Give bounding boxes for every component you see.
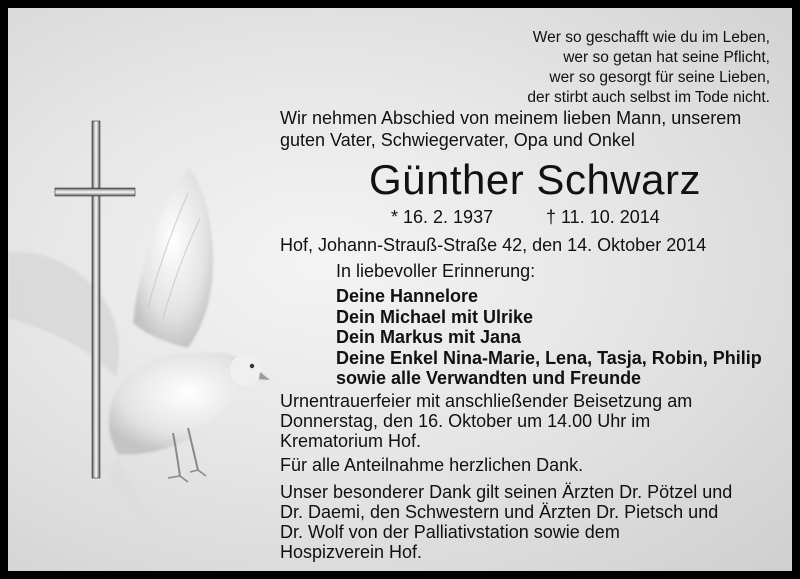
- mourner-line: sowie alle Verwandten und Freunde: [336, 368, 642, 388]
- poem-line: der stirbt auch selbst im Tode nicht.: [527, 89, 770, 106]
- mourners-list: [336, 286, 762, 389]
- intro-line: Wir nehmen Abschied von meinem lieben Mann, unserem: [280, 108, 742, 128]
- mourner-line: Deine Hannelore: [336, 286, 479, 306]
- death-date: † 11. 10. 2014: [546, 207, 660, 227]
- special-thanks: [280, 482, 732, 562]
- special-thanks-line: Dr. Daemi, den Schwestern und Ärzten Dr. Pietsch und: [280, 502, 719, 522]
- cross-icon: [8, 8, 288, 568]
- poem-line: wer so gesorgt für seine Lieben,: [549, 69, 770, 86]
- memorial-poem: [470, 28, 770, 108]
- mourner-line: Deine Enkel Nina-Marie, Lena, Tasja, Robin, Philip: [336, 347, 762, 368]
- farewell-intro: [280, 107, 741, 151]
- deceased-name: Günther Schwarz: [369, 156, 701, 203]
- obituary-card: [5, 5, 795, 574]
- thanks-note: Für alle Anteilnahme herzlichen Dank.: [280, 455, 584, 475]
- mourner-line: Dein Michael mit Ulrike: [336, 306, 534, 327]
- intro-line: guten Vater, Schwiegervater, Opa und Onkel: [280, 130, 635, 150]
- funeral-info: [280, 391, 692, 451]
- funeral-line: Urnentrauerfeier mit anschließender Beisetzung am: [280, 391, 693, 411]
- special-thanks-line: Dr. Wolf von der Palliativstation sowie dem: [280, 522, 620, 542]
- funeral-line: Donnerstag, den 16. Oktober um 14.00 Uhr im: [280, 411, 651, 431]
- poem-line: Wer so geschafft wie du im Leben,: [532, 29, 770, 46]
- funeral-line: Krematorium Hof.: [280, 431, 422, 451]
- birth-date: * 16. 2. 1937: [391, 207, 494, 227]
- special-thanks-line: Hospizverein Hof.: [280, 542, 423, 562]
- place-and-date: Hof, Johann-Strauß-Straße 42, den 14. Oktober 2014: [280, 235, 707, 255]
- memory-heading: In liebevoller Erinnerung:: [336, 261, 536, 281]
- mourner-line: Dein Markus mit Jana: [336, 327, 522, 347]
- poem-line: wer so getan hat seine Pflicht,: [563, 49, 770, 66]
- special-thanks-line: Unser besonderer Dank gilt seinen Ärzten Dr. Pötzel und: [280, 482, 733, 502]
